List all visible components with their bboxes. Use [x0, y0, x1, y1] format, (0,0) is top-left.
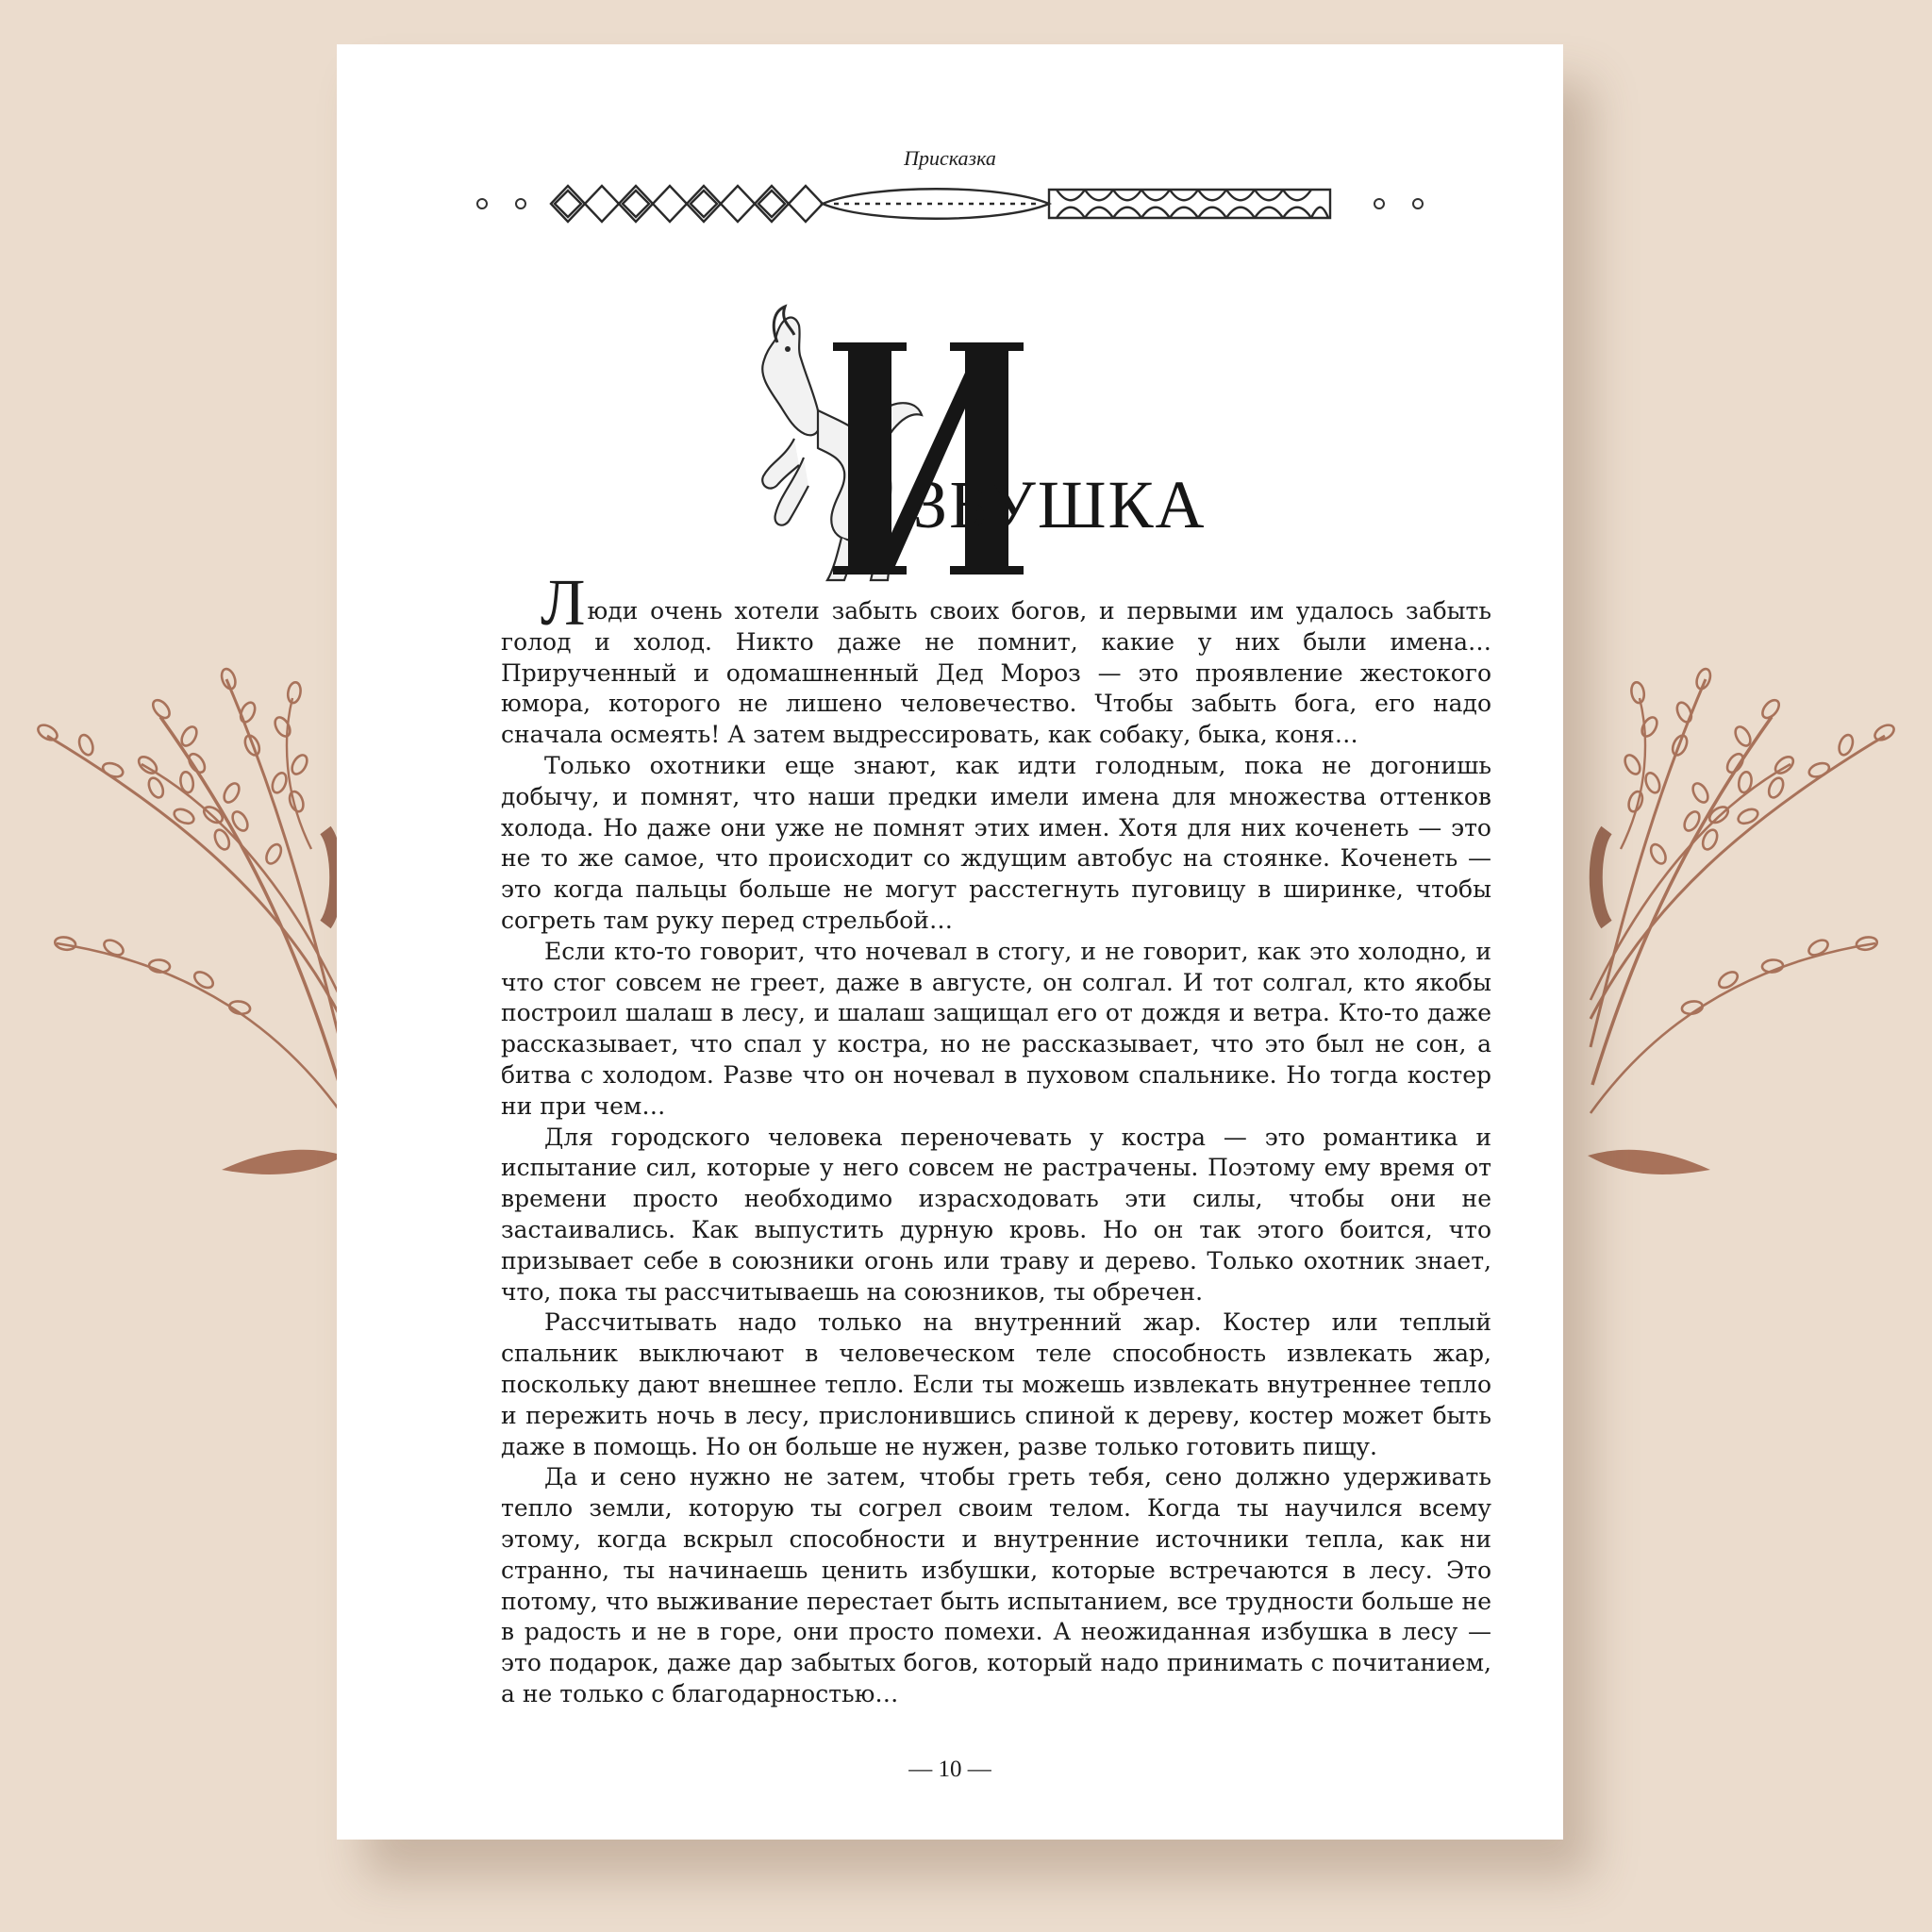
page-number: — 10 —: [908, 1757, 991, 1782]
paragraph: Рассчитывать надо только на внутренний жар. Костер или теплый спальник выключают в человеческом теле способность извлекать жар, поскольку дают внешнее тепло. Если ты можешь извлекать внутреннее тепло и пережить ночь в лесу, прислонившись спиной к дереву, костер может быть даже в помощь. Но он больше не нужен, разве только готовить пищу.: [501, 1308, 1491, 1460]
body-text: [501, 567, 1491, 1710]
paragraph: Только охотники еще знают, как идти голодным, пока не догонишь добычу, и помнят, что наши предки имели имена для множества оттенков холода. Но даже они уже не помнят этих имен. Хотя для них коченеть — это не то же самое, что происходит со ждущим автобус на стоянке. Коченеть — это когда пальцы больше не могут расстегнуть пуговицу в ширинке, чтобы согреть там руку перед стрельбой…: [501, 751, 1491, 934]
paragraph: Люди очень хотели забыть своих богов, и первыми им удалось забыть голод и холод. Никто даже не помнит, какие у них были имена… Прирученный и одомашненный Дед Мороз — это проявление жестокого юмора, которого не лишено человечество. Чтобы забыть бога, его надо сначала осмеять! А затем выдрессировать, как собаку, быка, коня…: [501, 567, 1491, 749]
paragraph: Для городского человека переночевать у костра — это романтика и испытание сил, которые у него совсем не растрачены. Поэтому ему время от времени просто необходимо израсходовать эти силы, чтобы они не застаивались. Как выпустить дурную кровь. Но он так этого боится, что призывает себе в союзники огонь или траву и дерево. Только охотник знает, что, пока ты рассчитываешь на союзников, ты обречен.: [501, 1123, 1491, 1306]
braided-knot-border-icon: [474, 176, 1426, 231]
paragraph: Если кто-то говорит, что ночевал в стогу, и не говорит, как это холодно, и что стог совсем не греет, даже в августе, он солгал. И тот солгал, кто якобы построил шалаш в лесу, и шалаш защищал его от дождя и ветра. Кто-то даже рассказывает, что спал у костра, но не рассказывает, что это был не сон, а битва с холодом. Разве что он ночевал в пуховом спальнике. Но тогда костер ни при чем…: [501, 937, 1491, 1120]
chapter-title: ЗБУШКА: [913, 467, 1207, 542]
drop-cap: Л: [541, 567, 586, 640]
paragraph: Да и сено нужно не затем, чтобы греть тебя, сено должно удерживать тепло земли, которую ты согрел своим телом. Когда ты научился всему этому, когда вскрыл способности и внутренние источники тепла, как ни странно, ты начинаешь ценить избушки, которые встречаются в лесу. Это потому, что выживание перестает быть испытанием, все трудности больше не в радость и не в горе, они просто помехи. А неожиданная избушка в лесу — это подарок, даже дар забытых богов, который надо принимать с почитанием, а не только с благодарностью…: [501, 1463, 1491, 1707]
running-head: Присказка: [904, 146, 996, 170]
willow-branch-left: [36, 667, 344, 1174]
book-page: [337, 44, 1563, 1840]
willow-branch-right: [1588, 667, 1896, 1174]
